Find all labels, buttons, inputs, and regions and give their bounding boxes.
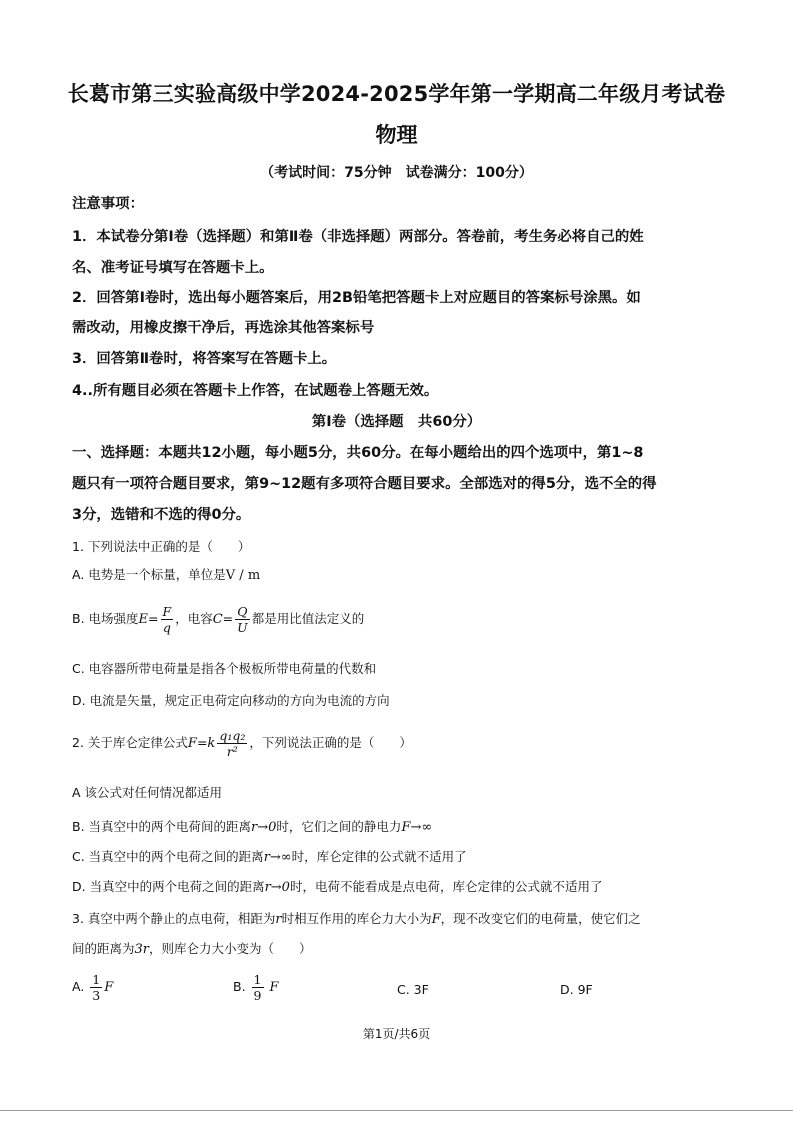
q2-formula-eq: =	[196, 735, 208, 750]
fraction-numerator: Q	[235, 604, 250, 620]
q2-formula-f: F	[187, 736, 197, 751]
q3-option-d: D. 9F	[560, 982, 593, 997]
exam-title: 长葛市第三实验高级中学2024-2025学年第一学期高二年级月考试卷	[67, 82, 726, 106]
q2-option-d	[72, 877, 722, 898]
q3-line1-suffix: ，现不改变它们的电荷量，使它们之	[440, 911, 641, 926]
subject-title: 物理	[375, 123, 418, 147]
q2-formula-k: k	[207, 736, 216, 751]
notice-line: 4..所有题目必须在答题卡上作答，在试题卷上答题无效。	[72, 383, 439, 399]
q2-option-b-f: F→∞	[401, 820, 433, 835]
q1-stem: 1. 下列说法中正确的是（ ）	[72, 539, 251, 554]
notice-line: 名、准考证号填写在答题卡上。	[72, 260, 274, 276]
q3-line2-3r: 3r	[134, 942, 150, 957]
q1-option-c: C. 电容器所带电荷量是指各个极板所带电荷量的代数和	[72, 661, 377, 676]
q2-stem-prefix: 2. 关于库仑定律公式	[72, 735, 188, 750]
bottom-divider	[0, 1110, 793, 1111]
q1-option-b-prefix: B. 电场强度	[72, 611, 139, 626]
q3-option-c: C. 3F	[397, 982, 429, 997]
q3-option-a-label: A.	[72, 979, 85, 994]
fraction-numerator: q₁q₂	[219, 728, 246, 743]
q3-option-b	[233, 972, 279, 1003]
q1-option-d: D. 电流是矢量，规定正电荷定向移动的方向为电流的方向	[72, 693, 390, 708]
section-intro-line: 一、选择题：本题共12小题，每小题5分，共60分。在每小题给出的四个选项中，第1~8	[72, 445, 644, 461]
q3-option-a	[72, 972, 113, 1003]
q3-line1-mid: 时相互作用的库仑力大小为	[281, 911, 432, 926]
fraction-numerator: 1	[92, 972, 101, 987]
q3-option-b-label: B.	[233, 979, 246, 994]
q2-option-c-suffix: 时，库仑定律的公式就不适用了	[291, 849, 467, 864]
q2-stem	[72, 725, 722, 762]
q3-line2-prefix: 间的距离为	[72, 941, 135, 956]
q1-option-b-field-fraction	[161, 604, 174, 635]
q2-stem-suffix: ，下列说法正确的是（ ）	[249, 735, 412, 750]
q3-stem-line2	[72, 939, 722, 960]
q3-option-b-fraction	[252, 972, 264, 1003]
q1-option-b-c: C	[212, 612, 223, 627]
fraction-numerator: F	[162, 604, 172, 619]
notice-line: 3．回答第Ⅱ卷时，将答案写在答题卡上。	[72, 351, 337, 367]
q2-option-b	[72, 817, 722, 838]
q1-option-b-eq2: =	[222, 611, 234, 626]
fraction-denominator: q	[162, 620, 171, 635]
q3-option-b-f: F	[269, 980, 279, 995]
q1-option-b-suffix: 都是用比值法定义的	[251, 611, 365, 626]
section-heading: 第Ⅰ卷（选择题 共60分）	[311, 414, 482, 430]
q3-line1-f: F	[431, 912, 441, 927]
q2-option-b-mid: 时，它们之间的静电力	[276, 819, 402, 834]
q2-option-b-r: r→0	[251, 820, 277, 835]
section-intro-line: 题只有一项符合题目要求，第9~12题有多项符合题目要求。全部选对的得5分，选不全的得	[72, 476, 657, 492]
fraction-denominator: 3	[92, 988, 101, 1003]
q3-stem-line1	[72, 909, 722, 930]
q2-option-d-prefix: D. 当真空中的两个电荷之间的距离	[72, 879, 265, 894]
q1-option-a-text: A. 电势是一个标量，单位是	[72, 567, 226, 582]
fraction-denominator: U	[237, 620, 248, 635]
q1-option-b-e: E	[138, 612, 149, 627]
q3-option-a-fraction	[90, 972, 102, 1003]
fraction-numerator: 1	[253, 972, 262, 987]
notice-line: 1．本试卷分第Ⅰ卷（选择题）和第Ⅱ卷（非选择题）两部分。答卷前，考生务必将自己的姓	[72, 229, 644, 245]
q1-option-a	[72, 565, 722, 586]
q3-option-a-f: F	[104, 980, 114, 995]
q1-option-b-mid: ，电容	[175, 611, 213, 626]
notice-line: 2．回答第Ⅰ卷时，选出每小题答案后，用2B铅笔把答题卡上对应题目的答案标号涂黑。如	[72, 290, 641, 306]
q3-line1-r: r	[275, 912, 282, 927]
q2-option-d-r: r→0	[264, 880, 290, 895]
q1-option-b-capacitance-fraction	[235, 604, 250, 635]
q2-option-c-r: r→∞	[263, 850, 292, 865]
q2-option-d-suffix: 时，电荷不能看成是点电荷，库仑定律的公式就不适用了	[289, 879, 603, 894]
q2-option-c-prefix: C. 当真空中的两个电荷之间的距离	[72, 849, 264, 864]
section-intro-line: 3分，选错和不选的得0分。	[72, 507, 251, 523]
fraction-denominator: r²	[226, 744, 238, 759]
q1-option-b	[72, 601, 722, 638]
q1-option-a-unit: V / m	[225, 568, 261, 583]
q2-option-c	[72, 847, 722, 868]
q1-option-b-eq: =	[148, 611, 159, 626]
page-footer: 第1页/共6页	[362, 1027, 431, 1041]
q2-formula-fraction	[217, 728, 247, 759]
notice-heading: 注意事项：	[72, 196, 144, 212]
q2-option-a: A 该公式对任何情况都适用	[72, 785, 223, 800]
q3-line2-suffix: ，则库仑力大小变为（ ）	[149, 941, 312, 956]
notice-line: 需改动，用橡皮擦干净后，再选涂其他答案标号	[72, 320, 375, 336]
q3-line1-prefix: 3. 真空中两个静止的点电荷，相距为	[72, 911, 276, 926]
fraction-denominator: 9	[253, 988, 262, 1003]
q2-option-b-prefix: B. 当真空中的两个电荷间的距离	[72, 819, 252, 834]
exam-info: （考试时间：75分钟 试卷满分：100分）	[260, 165, 533, 181]
